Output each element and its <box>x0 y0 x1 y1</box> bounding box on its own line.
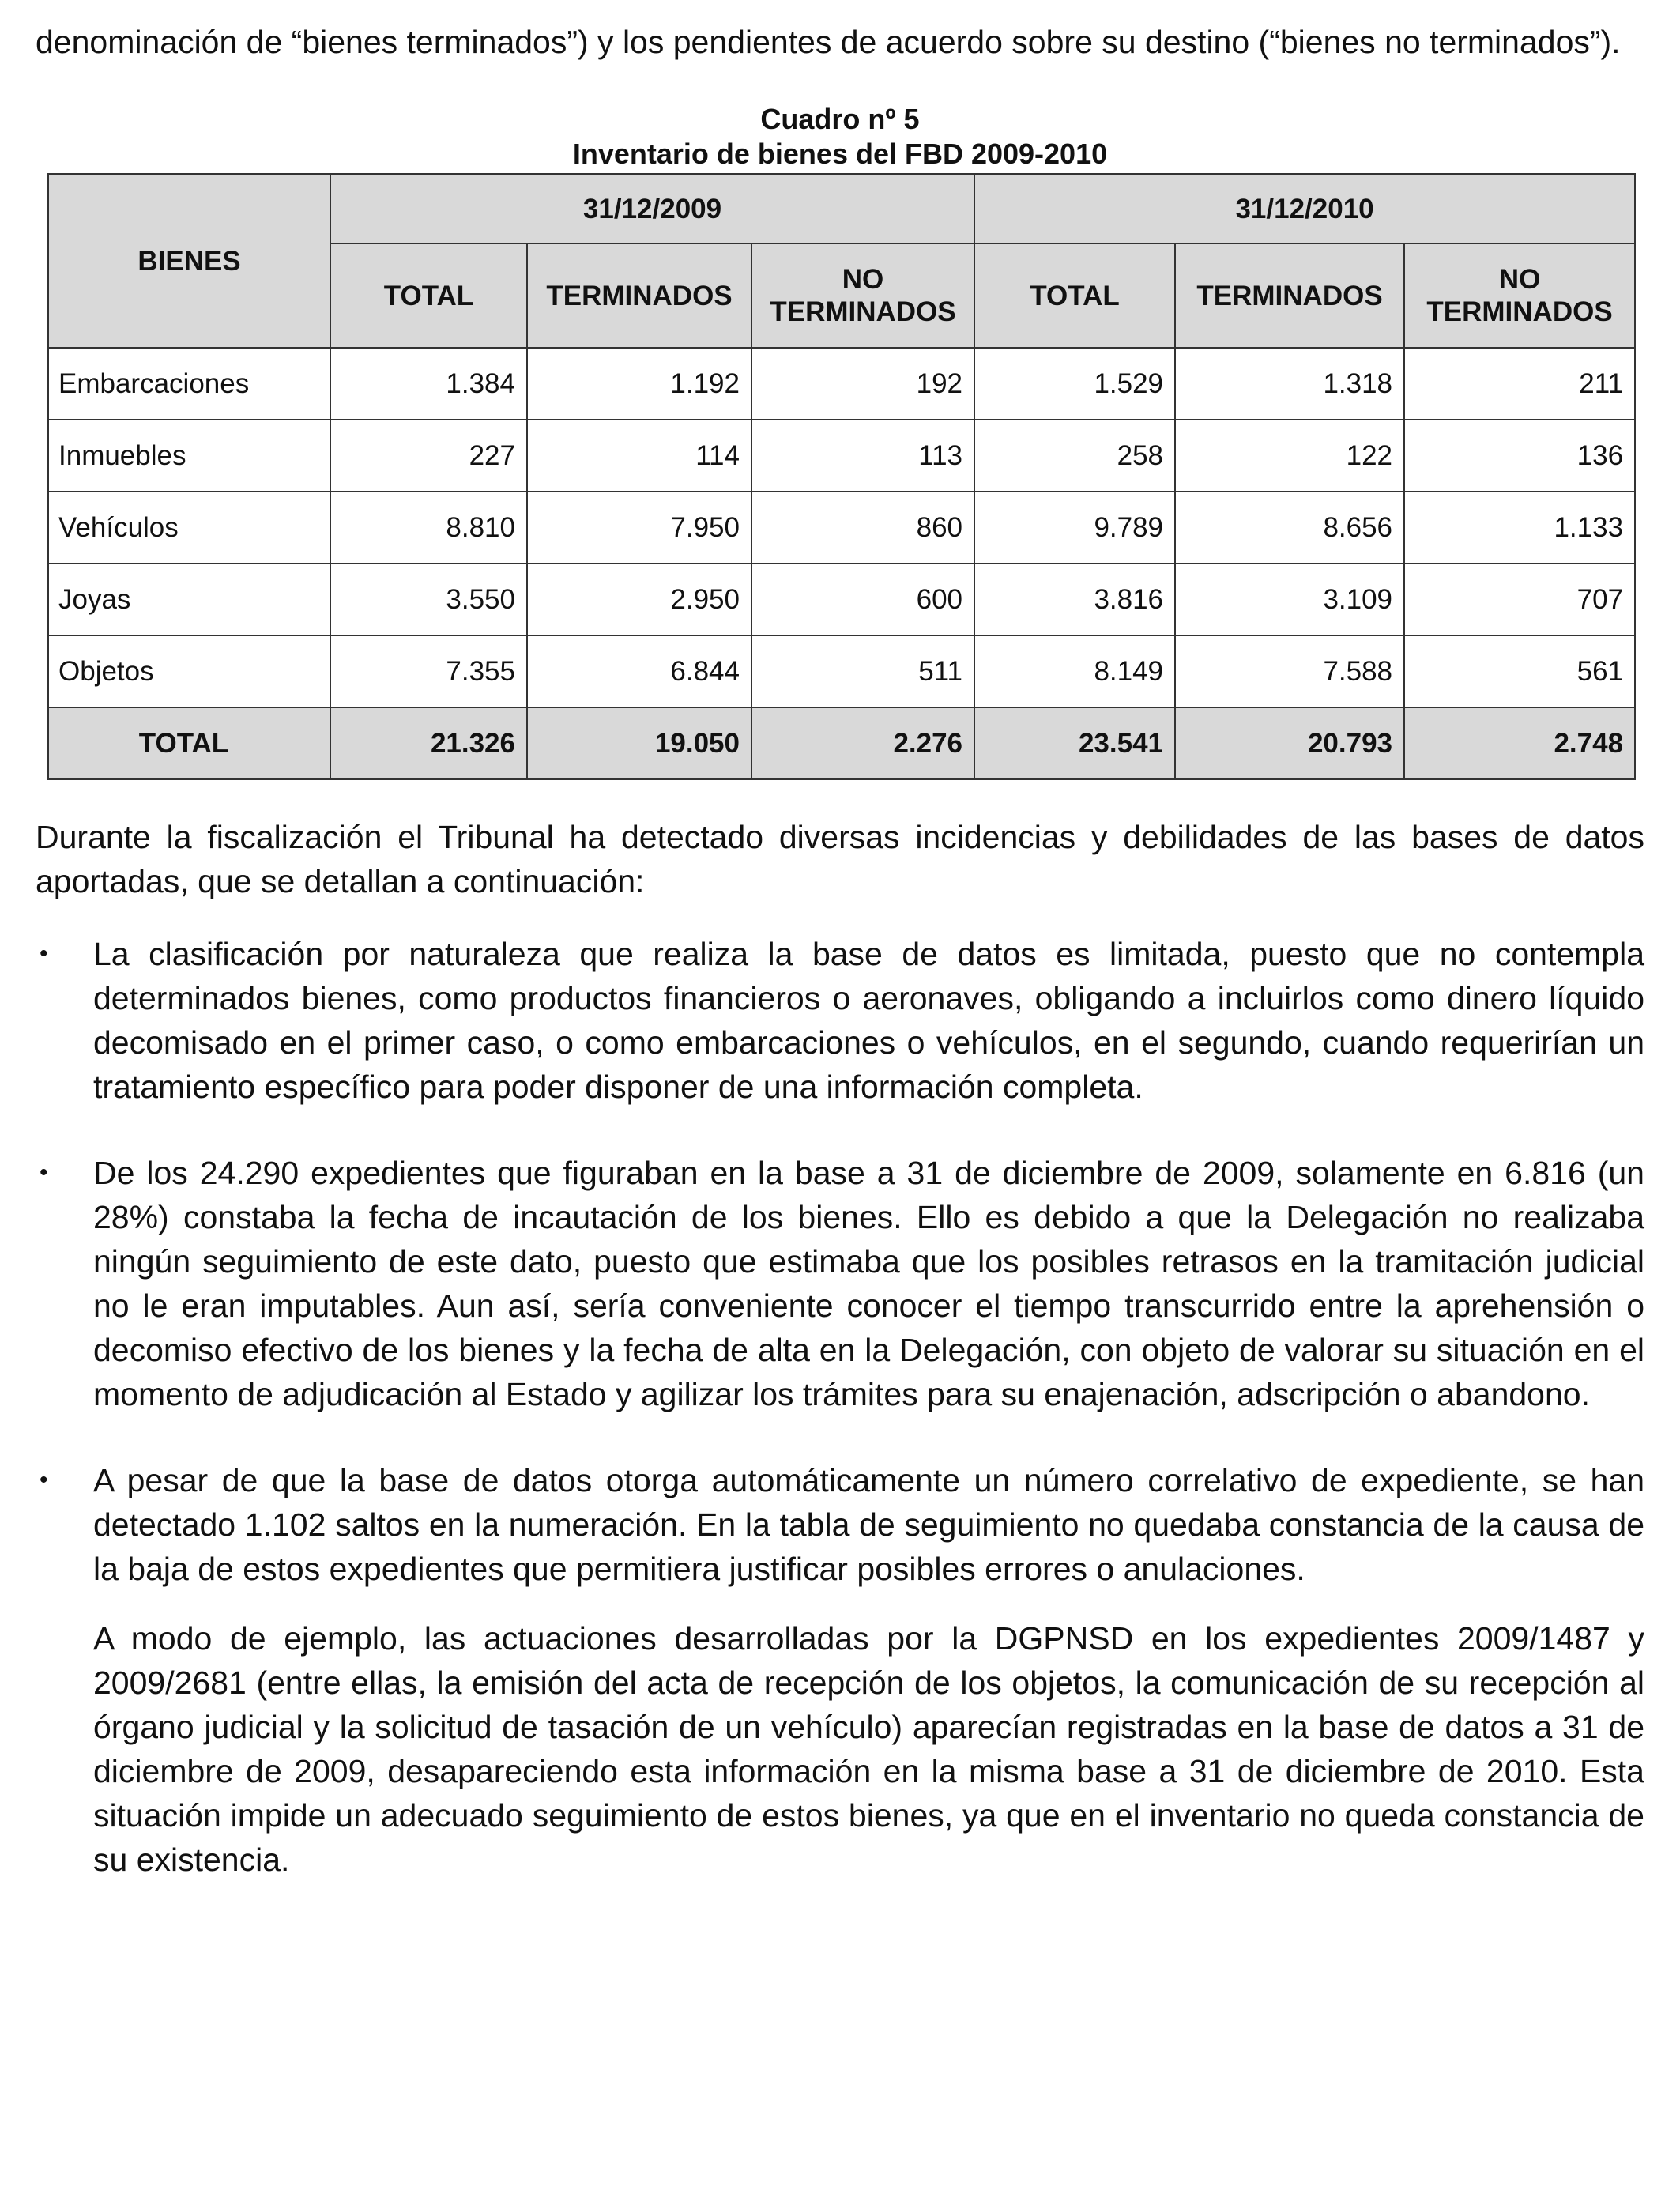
list-item <box>36 932 1644 1109</box>
table-cell: 860 <box>751 492 974 564</box>
table-cell: 6.844 <box>527 635 751 707</box>
findings-list <box>36 932 1644 1591</box>
inventory-table <box>47 173 1636 780</box>
header-bienes: BIENES <box>48 174 330 348</box>
bullet-icon: • <box>40 1467 48 1493</box>
header-terminados-2010: TERMINADOS <box>1175 243 1404 348</box>
table-cell: 561 <box>1404 635 1635 707</box>
header-terminados-2009: TERMINADOS <box>527 243 751 348</box>
row-label: Joyas <box>48 564 330 635</box>
table-cell: 136 <box>1404 420 1635 492</box>
table-caption-title: Inventario de bienes del FBD 2009-2010 <box>572 138 1108 170</box>
table-cell: 7.588 <box>1175 635 1404 707</box>
table-cell: 1.529 <box>974 348 1175 420</box>
example-paragraph: A modo de ejemplo, las actuaciones desarrolladas por la DGPNSD en los expedientes 2009/1487 y 2009/2681 (entre ellas, la emisión del acta de recepción de los objetos, la comunicación de su recepción al órgano judicial y la solicitud de tasación de un vehículo) aparecían registradas en la base de datos a 31 de diciembre de 2009, desapareciendo esta información en la misma base a 31 de diciembre de 2010. Esta situación impide un adecuado seguimiento de estos bienes, ya que en el inventario no queda constancia de su existencia. <box>93 1620 1644 1878</box>
findings-intro-paragraph: Durante la fiscalización el Tribunal ha detectado diversas incidencias y debilidades de las bases de datos aportadas, que se detallan a continuación: <box>36 819 1644 899</box>
header-period-2009: 31/12/2009 <box>330 174 974 243</box>
table-row <box>48 420 1635 492</box>
intro-paragraph: denominación de “bienes terminados”) y los pendientes de acuerdo sobre su destino (“bienes no terminados”). <box>36 24 1621 60</box>
table-row <box>48 635 1635 707</box>
header-no-terminados-2010: NO TERMINADOS <box>1404 243 1635 348</box>
table-caption <box>36 102 1644 172</box>
list-item <box>36 1458 1644 1591</box>
table-total-cell: 20.793 <box>1175 707 1404 779</box>
table-row <box>48 348 1635 420</box>
list-item-text: De los 24.290 expedientes que figuraban en la base a 31 de diciembre de 2009, solamente en 6.816 (un 28%) constaba la fecha de incautación de los bienes. Ello es debido a que la Delegación no realizaba ningún seguimiento de este dato, puesto que estimaba que los posibles retrasos en la tramitación judicial no le eran imputables. Aun así, sería conveniente conocer el tiempo transcurrido entre la aprehensión o decomiso efectivo de los bienes y la fecha de alta en la Delegación, con objeto de valorar su situación en el momento de adjudicación al Estado y agilizar los trámites para su enajenación, adscripción o abandono. <box>93 1155 1644 1412</box>
table-row <box>48 492 1635 564</box>
table-cell: 3.550 <box>330 564 527 635</box>
header-period-2010: 31/12/2010 <box>974 174 1635 243</box>
table-cell: 8.810 <box>330 492 527 564</box>
table-cell: 1.133 <box>1404 492 1635 564</box>
row-label: Inmuebles <box>48 420 330 492</box>
table-cell: 122 <box>1175 420 1404 492</box>
table-total-cell: 19.050 <box>527 707 751 779</box>
table-cell: 211 <box>1404 348 1635 420</box>
table-cell: 511 <box>751 635 974 707</box>
table-caption-number: Cuadro nº 5 <box>760 103 920 135</box>
bullet-icon: • <box>40 941 48 967</box>
table-cell: 707 <box>1404 564 1635 635</box>
bullet-icon: • <box>40 1159 48 1186</box>
row-label: Objetos <box>48 635 330 707</box>
document-page <box>36 20 1644 1882</box>
table-cell: 3.816 <box>974 564 1175 635</box>
list-item-text: A pesar de que la base de datos otorga automáticamente un número correlativo de expediente, se han detectado 1.102 saltos en la numeración. En la tabla de seguimiento no quedaba constancia de la causa de la baja de estos expedientes que permitiera justificar posibles errores o anulaciones. <box>93 1462 1644 1587</box>
table-cell: 3.109 <box>1175 564 1404 635</box>
table-cell: 1.192 <box>527 348 751 420</box>
table-total-cell: 2.748 <box>1404 707 1635 779</box>
header-total-2010: TOTAL <box>974 243 1175 348</box>
header-no-terminados-2009: NO TERMINADOS <box>751 243 974 348</box>
table-row <box>48 564 1635 635</box>
table-cell: 227 <box>330 420 527 492</box>
table-total-cell: 21.326 <box>330 707 527 779</box>
table-cell: 8.149 <box>974 635 1175 707</box>
table-cell: 9.789 <box>974 492 1175 564</box>
table-cell: 600 <box>751 564 974 635</box>
list-item <box>36 1151 1644 1416</box>
row-label: Embarcaciones <box>48 348 330 420</box>
total-row-label: TOTAL <box>48 707 330 779</box>
table-cell: 258 <box>974 420 1175 492</box>
table-cell: 2.950 <box>527 564 751 635</box>
table-total-cell: 2.276 <box>751 707 974 779</box>
row-label: Vehículos <box>48 492 330 564</box>
header-total-2009: TOTAL <box>330 243 527 348</box>
table-cell: 114 <box>527 420 751 492</box>
table-cell: 7.950 <box>527 492 751 564</box>
table-total-row <box>48 707 1635 779</box>
table-cell: 1.318 <box>1175 348 1404 420</box>
table-cell: 113 <box>751 420 974 492</box>
table-cell: 7.355 <box>330 635 527 707</box>
table-cell: 1.384 <box>330 348 527 420</box>
list-item-text: La clasificación por naturaleza que realiza la base de datos es limitada, puesto que no contempla determinados bienes, como productos financieros o aeronaves, obligando a incluirlos como dinero líquido decomisado en el primer caso, o como embarcaciones o vehículos, en el segundo, cuando requerirían un tratamiento específico para poder disponer de una información completa. <box>93 936 1644 1105</box>
table-cell: 192 <box>751 348 974 420</box>
table-cell: 8.656 <box>1175 492 1404 564</box>
table-total-cell: 23.541 <box>974 707 1175 779</box>
